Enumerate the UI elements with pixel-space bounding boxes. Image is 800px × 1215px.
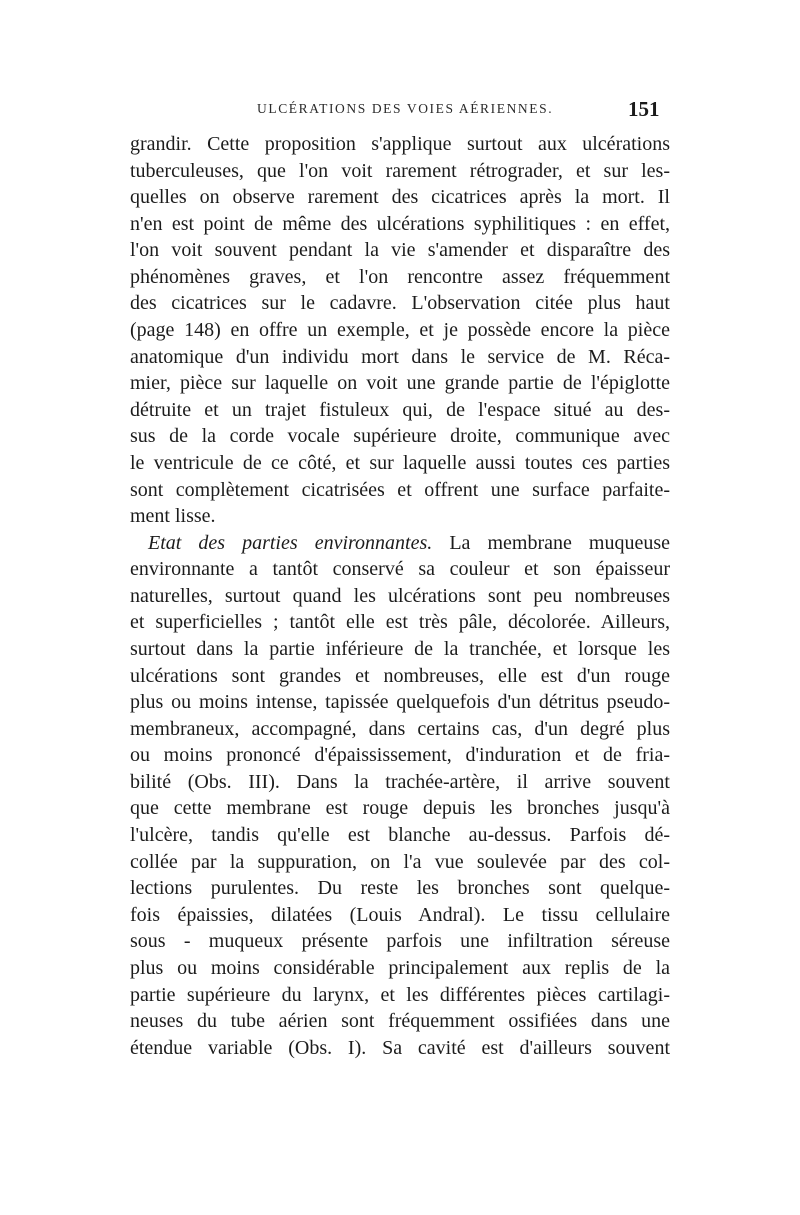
text-line: l'on voit souvent pendant la vie s'amender et disparaître des (130, 239, 670, 262)
page-header (0, 97, 800, 125)
text-line: phénomènes graves, et l'on rencontre assez fréquemment (130, 265, 670, 288)
paragraph-first-line (130, 530, 670, 557)
text-line: des cicatrices sur le cadavre. L'observation citée plus haut (130, 292, 670, 315)
text-line: neuses du tube aérien sont fréquemment ossifiées dans une (130, 1010, 670, 1033)
section-heading: Etat des parties environnantes. (148, 531, 433, 554)
text-line: et superficielles ; tantôt elle est très pâle, décolorée. Ailleurs, (130, 611, 670, 634)
text-line: tuberculeuses, que l'on voit rarement rétrograder, et sur les- (130, 159, 670, 182)
text-line: le ventricule de ce côté, et sur laquelle aussi toutes ces parties (130, 451, 670, 474)
text-line: l'ulcère, tandis qu'elle est blanche au-dessus. Parfois dé- (130, 824, 670, 847)
text-line: ou moins prononcé d'épaississement, d'induration et de fria- (130, 744, 670, 767)
text-fragment: La membrane muqueuse (432, 531, 670, 554)
text-line: mier, pièce sur laquelle on voit une grande partie de l'épiglotte (130, 372, 670, 395)
text-line: détruite et un trajet fistuleux qui, de l'espace situé au des- (130, 398, 670, 421)
running-head: ULCÉRATIONS DES VOIES AÉRIENNES. (257, 101, 554, 116)
text-line: bilité (Obs. III). Dans la trachée-artère, il arrive souvent (130, 770, 670, 793)
text-line: (page 148) en offre un exemple, et je possède encore la pièce (130, 319, 670, 342)
text-line: plus ou moins intense, tapissée quelquefois d'un détritus pseudo- (130, 691, 670, 714)
text-line: partie supérieure du larynx, et les différentes pièces cartilagi- (130, 983, 670, 1006)
text-line: ulcérations sont grandes et nombreuses, elle est d'un rouge (130, 664, 670, 687)
text-line: sont complètement cicatrisées et offrent une surface parfaite- (130, 478, 670, 501)
text-line: collée par la suppuration, on l'a vue soulevée par des col- (130, 850, 670, 873)
text-line: plus ou moins considérable principalement aux replis de la (130, 956, 670, 979)
text-line: étendue variable (Obs. I). Sa cavité est d'ailleurs souvent (130, 1036, 670, 1059)
text-line: grandir. Cette proposition s'applique surtout aux ulcérations (130, 133, 670, 155)
text-line: sus de la corde vocale supérieure droite, communique avec (130, 425, 670, 448)
text-line: anatomique d'un individu mort dans le service de M. Réca- (130, 345, 670, 368)
text-line: quelles on observe rarement des cicatrices après la mort. Il (130, 186, 670, 209)
text-line: sous - muqueux présente parfois une infiltration séreuse (130, 930, 670, 953)
text-line: environnante a tantôt conservé sa couleur et son épaisseur (130, 558, 670, 581)
text-line: lections purulentes. Du reste les bronches sont quelque- (130, 877, 670, 900)
text-line: surtout dans la partie inférieure de la tranchée, et lorsque les (130, 637, 670, 660)
text-line: que cette membrane est rouge depuis les bronches jusqu'à (130, 797, 670, 820)
text-line: n'en est point de même des ulcérations syphilitiques : en effet, (130, 212, 670, 235)
page-number: 151 (628, 97, 660, 121)
text-line: ment lisse. (130, 505, 216, 528)
text-line: fois épaissies, dilatées (Louis Andral). Le tissu cellulaire (130, 903, 670, 926)
body-text (130, 131, 670, 1061)
text-line: membraneux, accompagné, dans certains cas, d'un degré plus (130, 717, 670, 740)
text-line: naturelles, surtout quand les ulcérations sont peu nombreuses (130, 584, 670, 607)
